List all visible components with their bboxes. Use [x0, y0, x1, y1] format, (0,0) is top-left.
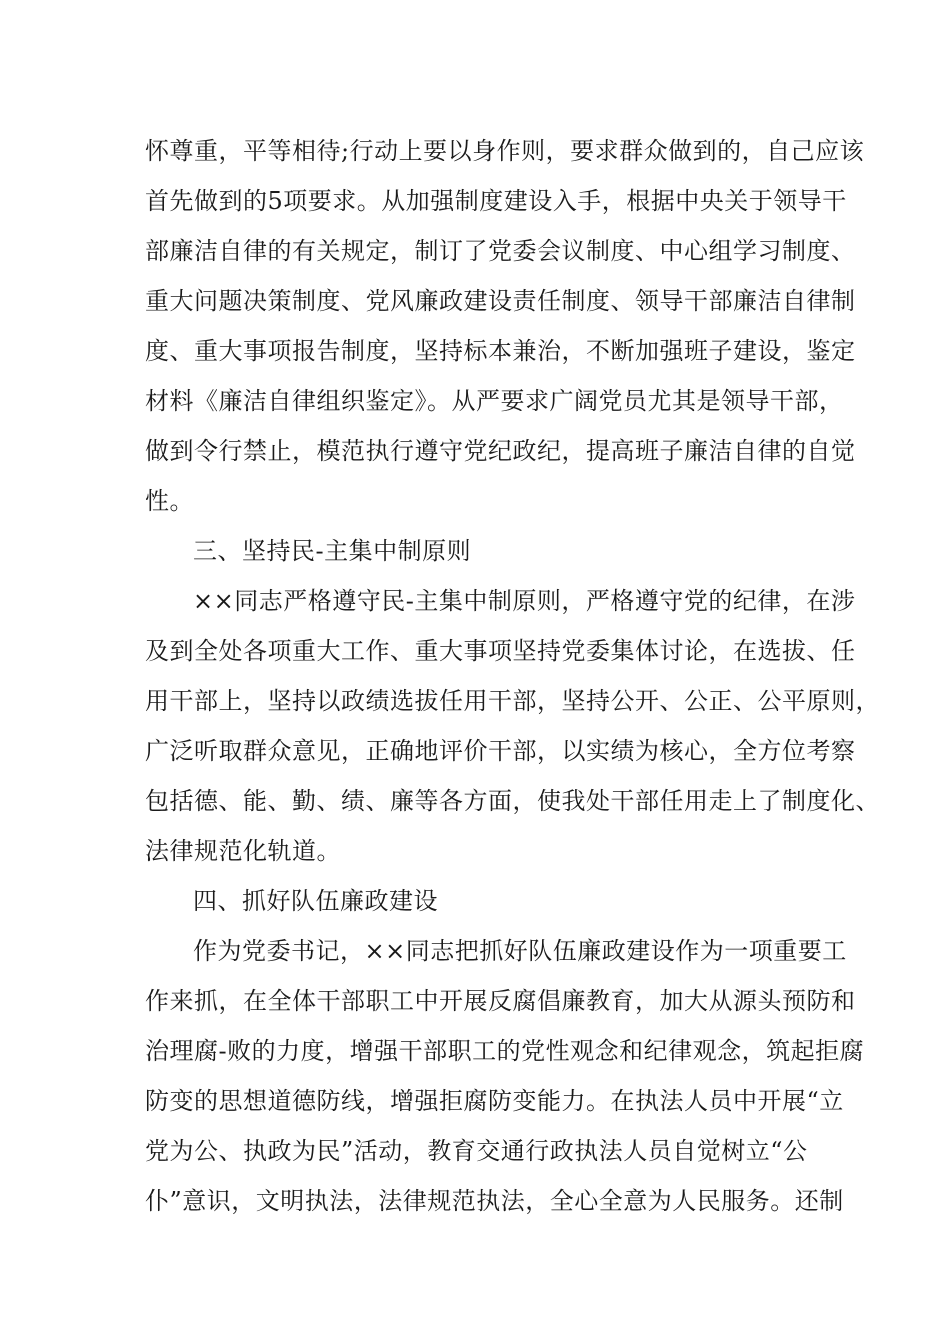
- paragraph-line: 做到令行禁止，模范执行遵守党纪政纪，提高班子廉洁自律的自觉: [145, 437, 856, 465]
- paragraph-line: 法律规范化轨道。: [145, 837, 341, 865]
- paragraph-line: 防变的思想道德防线，增强拒腐防变能力。在执法人员中开展“立: [145, 1087, 844, 1115]
- paragraph-line: 材料《廉洁自律组织鉴定》。从严要求广阔党员尤其是领导干部，: [145, 387, 844, 415]
- paragraph-line: 重大问题决策制度、党风廉政建设责任制度、领导干部廉洁自律制: [145, 287, 856, 315]
- paragraph-line: 仆”意识，文明执法，法律规范执法，全心全意为人民服务。还制: [145, 1187, 844, 1215]
- paragraph-line: 党为公、执政为民”活动，教育交通行政执法人员自觉树立“公: [145, 1137, 808, 1165]
- paragraph-line: 广泛听取群众意见，正确地评价干部，以实绩为核心，全方位考察: [145, 737, 856, 765]
- paragraph-line: 部廉洁自律的有关规定，制订了党委会议制度、中心组学习制度、: [145, 237, 856, 265]
- paragraph-line: 性。: [145, 487, 194, 515]
- section-heading-3: 三、坚持民-主集中制原则: [193, 537, 472, 565]
- paragraph-line: 包括德、能、勤、绩、廉等各方面，使我处干部任用走上了制度化、: [145, 787, 880, 815]
- paragraph-line: 作为党委书记，××同志把抓好队伍廉政建设作为一项重要工: [193, 937, 847, 965]
- paragraph-line: 怀尊重，平等相待;行动上要以身作则，要求群众做到的，自己应该: [145, 137, 865, 165]
- paragraph-line: 度、重大事项报告制度，坚持标本兼治，不断加强班子建设，鉴定: [145, 337, 856, 365]
- section-heading-4: 四、抓好队伍廉政建设: [193, 887, 438, 915]
- paragraph-line: 作来抓，在全体干部职工中开展反腐倡廉教育，加大从源头预防和: [145, 987, 856, 1015]
- paragraph-line: 治理腐-败的力度，增强干部职工的党性观念和纪律观念，筑起拒腐: [145, 1037, 865, 1065]
- paragraph-line: ××同志严格遵守民-主集中制原则，严格遵守党的纪律，在涉: [193, 587, 856, 615]
- paragraph-line: 及到全处各项重大工作、重大事项坚持党委集体讨论，在选拔、任: [145, 637, 856, 665]
- paragraph-line: 首先做到的5项要求。从加强制度建设入手，根据中央关于领导干: [145, 187, 847, 215]
- paragraph-line: 用干部上，坚持以政绩选拔任用干部，坚持公开、公正、公平原则，: [145, 687, 880, 715]
